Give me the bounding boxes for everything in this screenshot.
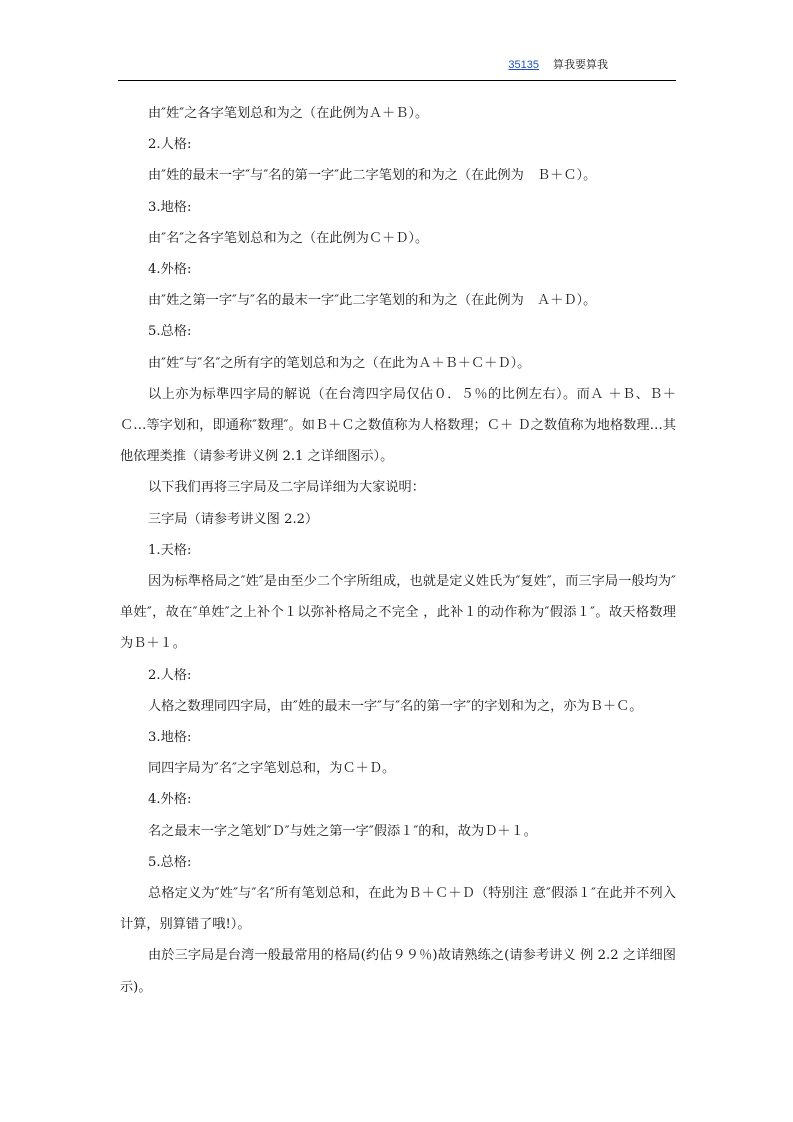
paragraph: 由″姓″与″名″之所有字的笔划总和为之（在此为Ａ＋Ｂ＋Ｃ＋Ｄ）。 xyxy=(148,355,531,371)
section-heading: 3.地格: xyxy=(148,199,192,215)
paragraph: 以上亦为标準四字局的解说（在台湾四字局仅佔０．５％的比例左右）。而Ａ ＋Ｂ、Ｂ＋Ｃ…等字划和，即通称″数理″。如Ｂ＋Ｃ之数值称为人格数理；Ｃ＋ Ｄ之数值称为地格数理…其他依理类推（请参考讲义例 2.1 之详细图示）。 xyxy=(120,386,676,465)
document-body xyxy=(120,98,676,1003)
paragraph: 由″姓的最末一字″与″名的第一字″此二字笔划的和为之（在此例为 Ｂ＋Ｃ）。 xyxy=(148,168,597,184)
paragraph: 由於三字局是台湾一般最常用的格局(约佔９９％)故请熟练之(请参考讲义 例 2.2 之详细图示)。 xyxy=(120,948,676,995)
paragraph: 人格之数理同四字局，由″姓的最末一字″与″名的第一字″的字划和为之，亦为Ｂ＋Ｃ。 xyxy=(148,698,643,714)
section-heading: 2.人格: xyxy=(148,137,192,153)
section-heading: 3.地格: xyxy=(148,730,192,746)
section-heading: 5.总格: xyxy=(148,324,192,340)
paragraph: 由″名″之各字笔划总和为之（在此例为Ｃ＋Ｄ）。 xyxy=(148,230,429,246)
paragraph: 总格定义为″姓″与″名″所有笔划总和，在此为Ｂ＋Ｃ＋Ｄ（特别注 意″假添１″在此并不列入计算，别算错了哦!）。 xyxy=(120,886,676,933)
header-link[interactable]: 35135 xyxy=(508,59,539,71)
paragraph: 以下我们再将三字局及二字局详细为大家说明： xyxy=(148,480,425,496)
page-header xyxy=(118,54,676,81)
section-heading: 1.天格: xyxy=(148,542,192,558)
paragraph: 因为标準格局之″姓″是由至少二个字所组成，也就是定义姓氏为″复姓″，而三字局一般均为″单姓″，故在″单姓″之上补个１以弥补格局之不完全 ，此补１的动作称为″假添１″。故天格数理为Ｂ＋１。 xyxy=(120,574,676,652)
paragraph: 名之最末一字之笔划″Ｄ″与姓之第一字″假添１″的和，故为Ｄ＋１。 xyxy=(148,823,537,839)
section-heading: 5.总格: xyxy=(148,854,192,870)
section-heading: 2.人格: xyxy=(148,667,192,683)
header-right xyxy=(508,56,608,72)
paragraph: 由″姓″之各字笔划总和为之（在此例为Ａ＋Ｂ）。 xyxy=(148,106,429,121)
paragraph: 同四字局为″名″之字笔划总和，为Ｃ＋Ｄ。 xyxy=(148,761,396,777)
section-heading: 4.外格: xyxy=(148,262,192,278)
subsection-title: 三字局（请参考讲义图 2.2） xyxy=(148,511,319,527)
header-title: 算我要算我 xyxy=(553,58,608,71)
section-heading: 4.外格: xyxy=(148,792,192,808)
paragraph: 由″姓之第一字″与″名的最末一字″此二字笔划的和为之（在此例为 Ａ＋Ｄ）。 xyxy=(148,293,597,309)
